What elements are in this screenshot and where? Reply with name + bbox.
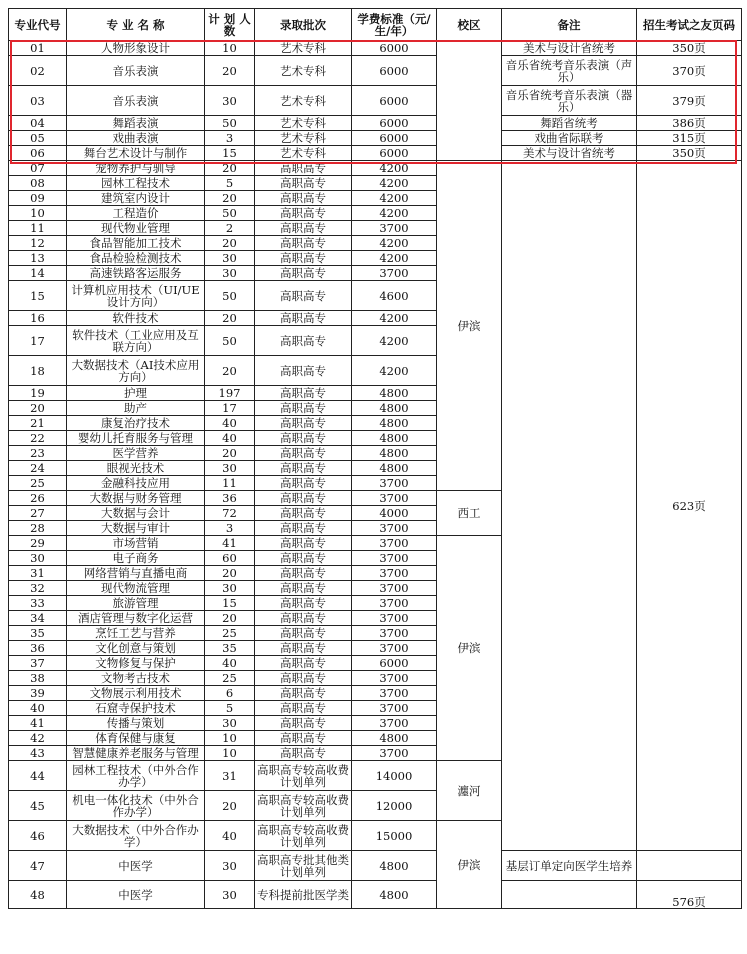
cell-note	[502, 881, 637, 909]
cell-fee: 4000	[352, 506, 437, 521]
cell-name: 烹饪工艺与营养	[67, 626, 205, 641]
cell-fee: 4200	[352, 191, 437, 206]
cell-code: 02	[9, 56, 67, 86]
cell-name: 文物修复与保护	[67, 656, 205, 671]
cell-batch: 高职高专	[255, 281, 352, 311]
cell-code: 26	[9, 491, 67, 506]
table-row	[9, 131, 742, 146]
cell-batch: 高职高专较高收费计划单列	[255, 791, 352, 821]
cell-fee: 3700	[352, 686, 437, 701]
table-body	[9, 41, 742, 909]
cell-plan: 41	[205, 536, 255, 551]
cell-fee: 4200	[352, 356, 437, 386]
cell-code: 45	[9, 791, 67, 821]
cell-campus: 瀍河	[437, 761, 502, 821]
cell-batch: 专科提前批医学类	[255, 881, 352, 909]
cell-fee: 3700	[352, 581, 437, 596]
cell-fee: 3700	[352, 221, 437, 236]
cell-fee: 15000	[352, 821, 437, 851]
cell-name: 医学营养	[67, 446, 205, 461]
cell-name: 舞台艺术设计与制作	[67, 146, 205, 161]
cell-name: 酒店管理与数字化运营	[67, 611, 205, 626]
cell-code: 39	[9, 686, 67, 701]
cell-plan: 30	[205, 881, 255, 909]
cell-fee: 3700	[352, 626, 437, 641]
cell-name: 大数据技术（中外合作办学）	[67, 821, 205, 851]
cell-name: 宠物养护与驯导	[67, 161, 205, 176]
cell-batch: 高职高专	[255, 746, 352, 761]
cell-plan: 20	[205, 611, 255, 626]
table-row	[9, 116, 742, 131]
cell-plan: 60	[205, 551, 255, 566]
header-plan: 计 划 人 数	[205, 9, 255, 41]
cell-batch: 高职高专	[255, 536, 352, 551]
cell-plan: 25	[205, 626, 255, 641]
table-row	[9, 86, 742, 116]
cell-name: 软件技术（工业应用及互联方向）	[67, 326, 205, 356]
cell-plan: 15	[205, 596, 255, 611]
cell-fee: 4200	[352, 311, 437, 326]
cell-plan: 20	[205, 446, 255, 461]
cell-code: 31	[9, 566, 67, 581]
header-fee: 学费标准（元/生/年）	[352, 9, 437, 41]
cell-batch: 高职高专	[255, 431, 352, 446]
cell-fee: 6000	[352, 116, 437, 131]
cell-fee: 4200	[352, 236, 437, 251]
cell-plan: 40	[205, 821, 255, 851]
cell-batch: 高职高专	[255, 671, 352, 686]
cell-code: 42	[9, 731, 67, 746]
cell-name: 园林工程技术（中外合作办学）	[67, 761, 205, 791]
cell-plan: 36	[205, 491, 255, 506]
cell-page: 315页	[637, 131, 742, 146]
cell-page: 576页	[637, 881, 742, 909]
cell-batch: 艺术专科	[255, 86, 352, 116]
cell-code: 04	[9, 116, 67, 131]
cell-batch: 高职高专	[255, 161, 352, 176]
cell-fee: 4800	[352, 461, 437, 476]
header-name: 专 业 名 称	[67, 9, 205, 41]
cell-code: 01	[9, 41, 67, 56]
cell-batch: 高职高专	[255, 251, 352, 266]
cell-note: 基层订单定向医学生培养	[502, 851, 637, 881]
cell-code: 06	[9, 146, 67, 161]
cell-page: 370页	[637, 56, 742, 86]
cell-note: 美术与设计省统考	[502, 146, 637, 161]
cell-fee: 4200	[352, 176, 437, 191]
cell-fee: 3700	[352, 491, 437, 506]
cell-batch: 艺术专科	[255, 41, 352, 56]
cell-fee: 4800	[352, 401, 437, 416]
cell-plan: 50	[205, 206, 255, 221]
table-row	[9, 161, 742, 176]
cell-plan: 30	[205, 461, 255, 476]
cell-code: 40	[9, 701, 67, 716]
cell-plan: 20	[205, 236, 255, 251]
cell-plan: 3	[205, 521, 255, 536]
cell-code: 44	[9, 761, 67, 791]
cell-fee: 4200	[352, 161, 437, 176]
cell-fee: 3700	[352, 701, 437, 716]
header-batch: 录取批次	[255, 9, 352, 41]
cell-batch: 高职高专	[255, 596, 352, 611]
cell-batch: 艺术专科	[255, 116, 352, 131]
cell-batch: 高职高专	[255, 626, 352, 641]
enrollment-plan-table	[8, 8, 742, 909]
cell-code: 13	[9, 251, 67, 266]
cell-fee: 4800	[352, 881, 437, 909]
cell-fee: 3700	[352, 266, 437, 281]
cell-name: 眼视光技术	[67, 461, 205, 476]
cell-code: 18	[9, 356, 67, 386]
cell-batch: 高职高专	[255, 266, 352, 281]
cell-batch: 高职高专批其他类计划单列	[255, 851, 352, 881]
cell-batch: 高职高专	[255, 641, 352, 656]
cell-code: 07	[9, 161, 67, 176]
cell-code: 21	[9, 416, 67, 431]
cell-page: 350页	[637, 41, 742, 56]
cell-batch: 高职高专	[255, 566, 352, 581]
cell-code: 19	[9, 386, 67, 401]
cell-batch: 高职高专	[255, 716, 352, 731]
cell-plan: 30	[205, 86, 255, 116]
cell-code: 34	[9, 611, 67, 626]
cell-batch: 高职高专	[255, 611, 352, 626]
cell-name: 大数据与财务管理	[67, 491, 205, 506]
cell-fee: 4200	[352, 326, 437, 356]
cell-note: 美术与设计省统考	[502, 41, 637, 56]
cell-fee: 6000	[352, 56, 437, 86]
header-note: 备注	[502, 9, 637, 41]
cell-code: 09	[9, 191, 67, 206]
cell-plan: 31	[205, 761, 255, 791]
cell-batch: 高职高专	[255, 461, 352, 476]
cell-fee: 4200	[352, 206, 437, 221]
cell-campus: 西工	[437, 491, 502, 536]
cell-code: 35	[9, 626, 67, 641]
cell-plan: 20	[205, 356, 255, 386]
cell-fee: 6000	[352, 656, 437, 671]
cell-batch: 高职高专较高收费计划单列	[255, 761, 352, 791]
cell-batch: 高职高专	[255, 656, 352, 671]
cell-name: 戏曲表演	[67, 131, 205, 146]
cell-page: 623页	[637, 161, 742, 851]
cell-name: 现代物流管理	[67, 581, 205, 596]
table-row	[9, 41, 742, 56]
cell-plan: 10	[205, 41, 255, 56]
cell-plan: 15	[205, 146, 255, 161]
cell-plan: 72	[205, 506, 255, 521]
cell-batch: 高职高专	[255, 521, 352, 536]
cell-fee: 14000	[352, 761, 437, 791]
cell-code: 38	[9, 671, 67, 686]
cell-fee: 3700	[352, 566, 437, 581]
cell-plan: 10	[205, 746, 255, 761]
cell-code: 47	[9, 851, 67, 881]
cell-batch: 高职高专	[255, 206, 352, 221]
cell-note: 音乐省统考音乐表演（器乐）	[502, 86, 637, 116]
cell-name: 智慧健康养老服务与管理	[67, 746, 205, 761]
cell-note: 音乐省统考音乐表演（声乐）	[502, 56, 637, 86]
cell-plan: 5	[205, 176, 255, 191]
cell-code: 36	[9, 641, 67, 656]
cell-batch: 艺术专科	[255, 131, 352, 146]
cell-code: 22	[9, 431, 67, 446]
cell-code: 05	[9, 131, 67, 146]
header-page: 招生考试之友页码	[637, 9, 742, 41]
cell-batch: 高职高专	[255, 386, 352, 401]
cell-name: 护理	[67, 386, 205, 401]
table-row	[9, 851, 742, 881]
cell-plan: 2	[205, 221, 255, 236]
cell-batch: 高职高专	[255, 326, 352, 356]
cell-name: 文物考古技术	[67, 671, 205, 686]
cell-plan: 6	[205, 686, 255, 701]
cell-batch: 高职高专	[255, 401, 352, 416]
cell-fee: 3700	[352, 641, 437, 656]
cell-plan: 25	[205, 671, 255, 686]
cell-plan: 30	[205, 851, 255, 881]
cell-plan: 3	[205, 131, 255, 146]
cell-plan: 30	[205, 716, 255, 731]
cell-code: 23	[9, 446, 67, 461]
cell-plan: 20	[205, 566, 255, 581]
cell-name: 文物展示利用技术	[67, 686, 205, 701]
cell-fee: 3700	[352, 671, 437, 686]
cell-page: 386页	[637, 116, 742, 131]
cell-name: 大数据技术（AI技术应用方向）	[67, 356, 205, 386]
cell-plan: 50	[205, 116, 255, 131]
cell-batch: 高职高专	[255, 191, 352, 206]
cell-campus	[437, 41, 502, 161]
cell-batch: 高职高专	[255, 581, 352, 596]
cell-plan: 10	[205, 731, 255, 746]
cell-name: 电子商务	[67, 551, 205, 566]
cell-fee: 4800	[352, 446, 437, 461]
cell-page: 350页	[637, 146, 742, 161]
cell-plan: 30	[205, 251, 255, 266]
cell-plan: 50	[205, 326, 255, 356]
table-row	[9, 881, 742, 909]
cell-name: 音乐表演	[67, 56, 205, 86]
cell-name: 计算机应用技术（UI/UE设计方向）	[67, 281, 205, 311]
cell-code: 28	[9, 521, 67, 536]
cell-plan: 30	[205, 581, 255, 596]
cell-plan: 5	[205, 701, 255, 716]
cell-page: 379页	[637, 86, 742, 116]
cell-fee: 4800	[352, 416, 437, 431]
cell-fee: 3700	[352, 551, 437, 566]
table-row	[9, 146, 742, 161]
cell-batch: 高职高专	[255, 221, 352, 236]
cell-batch: 高职高专较高收费计划单列	[255, 821, 352, 851]
cell-code: 15	[9, 281, 67, 311]
cell-fee: 6000	[352, 131, 437, 146]
cell-name: 中医学	[67, 881, 205, 909]
cell-plan: 30	[205, 266, 255, 281]
cell-name: 大数据与审计	[67, 521, 205, 536]
cell-name: 高速铁路客运服务	[67, 266, 205, 281]
cell-batch: 高职高专	[255, 311, 352, 326]
cell-code: 03	[9, 86, 67, 116]
cell-fee: 3700	[352, 536, 437, 551]
cell-batch: 高职高专	[255, 701, 352, 716]
cell-plan: 11	[205, 476, 255, 491]
cell-name: 食品智能加工技术	[67, 236, 205, 251]
cell-plan: 197	[205, 386, 255, 401]
cell-code: 11	[9, 221, 67, 236]
cell-code: 46	[9, 821, 67, 851]
cell-name: 市场营销	[67, 536, 205, 551]
cell-name: 文化创意与策划	[67, 641, 205, 656]
cell-name: 中医学	[67, 851, 205, 881]
cell-note	[502, 161, 637, 851]
cell-fee: 4800	[352, 731, 437, 746]
cell-name: 体育保健与康复	[67, 731, 205, 746]
cell-fee: 3700	[352, 716, 437, 731]
cell-fee: 6000	[352, 41, 437, 56]
cell-batch: 高职高专	[255, 551, 352, 566]
cell-code: 24	[9, 461, 67, 476]
cell-name: 传播与策划	[67, 716, 205, 731]
cell-name: 食品检验检测技术	[67, 251, 205, 266]
cell-note: 舞蹈省统考	[502, 116, 637, 131]
cell-batch: 高职高专	[255, 506, 352, 521]
cell-code: 29	[9, 536, 67, 551]
cell-plan: 40	[205, 656, 255, 671]
cell-fee: 4800	[352, 386, 437, 401]
header-code: 专业代号	[9, 9, 67, 41]
cell-code: 32	[9, 581, 67, 596]
cell-code: 30	[9, 551, 67, 566]
cell-code: 10	[9, 206, 67, 221]
cell-code: 25	[9, 476, 67, 491]
cell-fee: 6000	[352, 86, 437, 116]
cell-batch: 高职高专	[255, 476, 352, 491]
cell-name: 音乐表演	[67, 86, 205, 116]
cell-name: 工程造价	[67, 206, 205, 221]
cell-code: 14	[9, 266, 67, 281]
cell-code: 16	[9, 311, 67, 326]
cell-fee: 4600	[352, 281, 437, 311]
cell-plan: 40	[205, 431, 255, 446]
cell-batch: 高职高专	[255, 446, 352, 461]
cell-name: 舞蹈表演	[67, 116, 205, 131]
cell-batch: 高职高专	[255, 236, 352, 251]
cell-code: 17	[9, 326, 67, 356]
cell-fee: 3700	[352, 476, 437, 491]
cell-plan: 20	[205, 191, 255, 206]
cell-fee: 3700	[352, 521, 437, 536]
cell-name: 园林工程技术	[67, 176, 205, 191]
cell-code: 20	[9, 401, 67, 416]
cell-fee: 4800	[352, 431, 437, 446]
cell-plan: 50	[205, 281, 255, 311]
cell-batch: 高职高专	[255, 416, 352, 431]
cell-name: 机电一体化技术（中外合作办学）	[67, 791, 205, 821]
cell-campus: 伊滨	[437, 536, 502, 761]
cell-batch: 艺术专科	[255, 146, 352, 161]
cell-page	[637, 851, 742, 881]
cell-fee: 6000	[352, 146, 437, 161]
cell-batch: 高职高专	[255, 491, 352, 506]
cell-name: 建筑室内设计	[67, 191, 205, 206]
cell-code: 12	[9, 236, 67, 251]
cell-plan: 35	[205, 641, 255, 656]
cell-name: 金融科技应用	[67, 476, 205, 491]
cell-fee: 4800	[352, 851, 437, 881]
cell-batch: 艺术专科	[255, 56, 352, 86]
header-campus: 校区	[437, 9, 502, 41]
cell-batch: 高职高专	[255, 356, 352, 386]
cell-note: 戏曲省际联考	[502, 131, 637, 146]
cell-plan: 20	[205, 161, 255, 176]
cell-code: 27	[9, 506, 67, 521]
cell-code: 08	[9, 176, 67, 191]
cell-name: 人物形象设计	[67, 41, 205, 56]
cell-campus: 伊滨	[437, 821, 502, 909]
cell-fee: 3700	[352, 746, 437, 761]
cell-fee: 12000	[352, 791, 437, 821]
table-row	[9, 56, 742, 86]
cell-code: 37	[9, 656, 67, 671]
cell-name: 网络营销与直播电商	[67, 566, 205, 581]
cell-fee: 4200	[352, 251, 437, 266]
cell-code: 41	[9, 716, 67, 731]
cell-code: 48	[9, 881, 67, 909]
cell-name: 旅游管理	[67, 596, 205, 611]
cell-plan: 40	[205, 416, 255, 431]
cell-plan: 17	[205, 401, 255, 416]
cell-name: 现代物业管理	[67, 221, 205, 236]
cell-plan: 20	[205, 311, 255, 326]
cell-batch: 高职高专	[255, 731, 352, 746]
cell-name: 石窟寺保护技术	[67, 701, 205, 716]
cell-name: 婴幼儿托育服务与管理	[67, 431, 205, 446]
cell-name: 软件技术	[67, 311, 205, 326]
cell-plan: 20	[205, 56, 255, 86]
table-header-row	[9, 9, 742, 41]
cell-campus: 伊滨	[437, 161, 502, 491]
cell-fee: 3700	[352, 596, 437, 611]
cell-code: 33	[9, 596, 67, 611]
cell-batch: 高职高专	[255, 686, 352, 701]
cell-name: 康复治疗技术	[67, 416, 205, 431]
cell-name: 大数据与会计	[67, 506, 205, 521]
cell-code: 43	[9, 746, 67, 761]
cell-fee: 3700	[352, 611, 437, 626]
cell-plan: 20	[205, 791, 255, 821]
cell-name: 助产	[67, 401, 205, 416]
cell-batch: 高职高专	[255, 176, 352, 191]
